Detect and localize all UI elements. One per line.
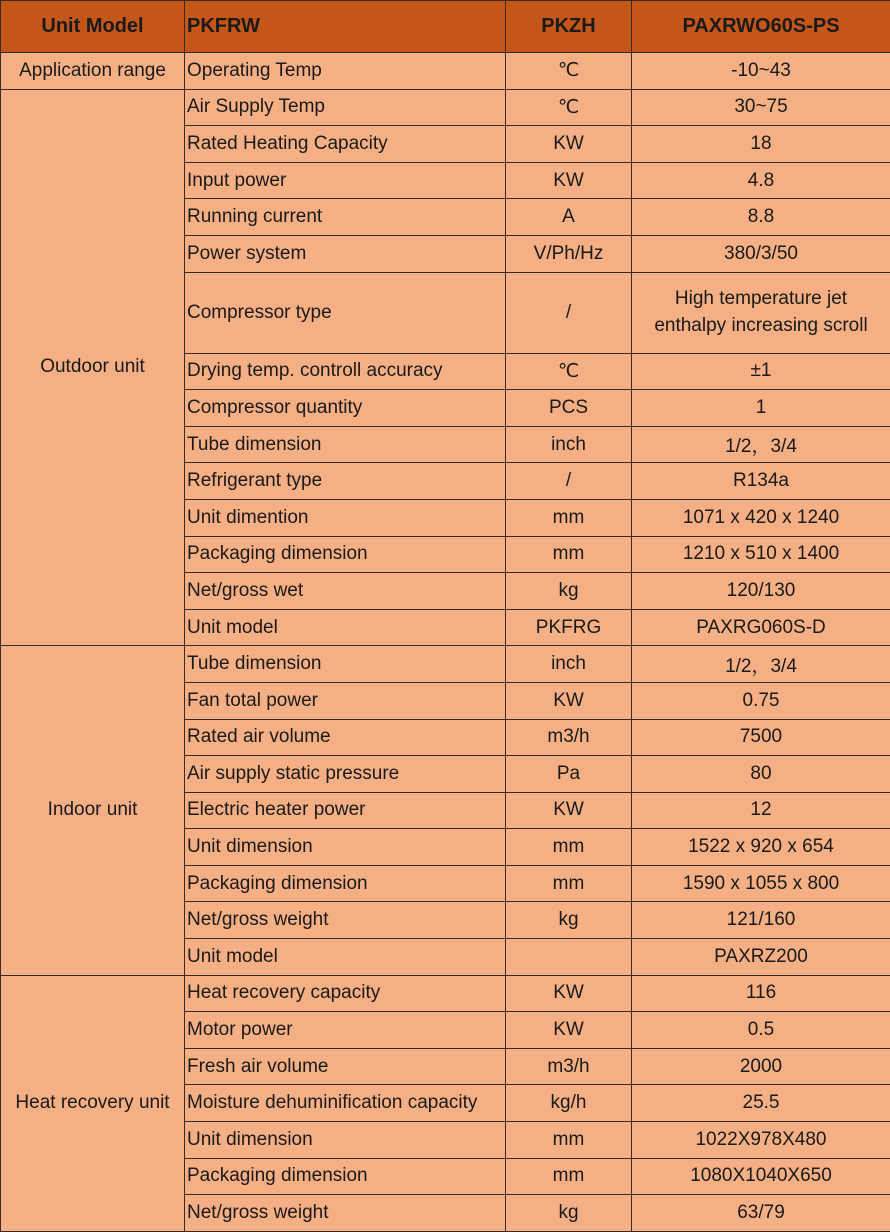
unit-cell: KW [506, 975, 632, 1012]
param-cell: Net/gross weight [185, 1195, 506, 1232]
unit-cell: kg/h [506, 1085, 632, 1122]
param-cell: Moisture dehuminification capacity [185, 1085, 506, 1122]
unit-cell: mm [506, 865, 632, 902]
unit-cell: ℃ [506, 353, 632, 390]
unit-cell: kg [506, 1195, 632, 1232]
param-cell: Unit dimension [185, 829, 506, 866]
unit-cell: mm [506, 536, 632, 573]
param-cell: Tube dimension [185, 426, 506, 463]
value-cell: 1 [632, 390, 890, 427]
header-row [1, 1, 890, 53]
param-cell: Net/gross wet [185, 573, 506, 610]
unit-cell: KW [506, 1012, 632, 1049]
param-cell: Compressor type [185, 272, 506, 353]
param-cell: Air Supply Temp [185, 89, 506, 126]
param-cell: Heat recovery capacity [185, 975, 506, 1012]
value-cell: ±1 [632, 353, 890, 390]
unit-cell: m3/h [506, 1048, 632, 1085]
value-cell: R134a [632, 463, 890, 500]
value-cell: 2000 [632, 1048, 890, 1085]
value-cell: -10~43 [632, 53, 890, 90]
unit-cell: Pa [506, 756, 632, 793]
value-cell: 1522 x 920 x 654 [632, 829, 890, 866]
value-cell: 1080X1040X650 [632, 1158, 890, 1195]
unit-cell: m3/h [506, 719, 632, 756]
param-cell: Electric heater power [185, 792, 506, 829]
header-series: PKZH [506, 1, 632, 53]
unit-cell: KW [506, 162, 632, 199]
unit-cell: KW [506, 126, 632, 163]
param-cell: Packaging dimension [185, 865, 506, 902]
unit-cell: mm [506, 1158, 632, 1195]
param-cell: Tube dimension [185, 646, 506, 683]
param-cell: Input power [185, 162, 506, 199]
param-cell: Fresh air volume [185, 1048, 506, 1085]
value-cell: 1022X978X480 [632, 1122, 890, 1159]
unit-cell: inch [506, 646, 632, 683]
header-model-number: PAXRWO60S-PS [632, 1, 890, 53]
unit-cell: mm [506, 829, 632, 866]
value-cell: 1/2，3/4 [632, 646, 890, 683]
unit-cell [506, 939, 632, 976]
param-cell: Power system [185, 235, 506, 272]
table-body [1, 53, 890, 1232]
value-cell: 30~75 [632, 89, 890, 126]
param-cell: Unit dimention [185, 499, 506, 536]
value-cell: High temperature jet enthalpy increasing scroll [632, 272, 890, 353]
value-cell: PAXRZ200 [632, 939, 890, 976]
table-header [1, 1, 890, 53]
value-cell: 121/160 [632, 902, 890, 939]
header-unit-model: Unit Model [1, 1, 185, 53]
value-cell: 12 [632, 792, 890, 829]
group-label: Application range [1, 53, 185, 90]
param-cell: Running current [185, 199, 506, 236]
value-cell: 0.5 [632, 1012, 890, 1049]
param-cell: Unit dimension [185, 1122, 506, 1159]
param-cell: Rated Heating Capacity [185, 126, 506, 163]
header-model-code: PKFRW [185, 1, 506, 53]
param-cell: Net/gross weight [185, 902, 506, 939]
unit-cell: kg [506, 573, 632, 610]
unit-cell: A [506, 199, 632, 236]
value-cell: 80 [632, 756, 890, 793]
unit-cell: ℃ [506, 89, 632, 126]
value-cell: 1210 x 510 x 1400 [632, 536, 890, 573]
value-cell: 8.8 [632, 199, 890, 236]
value-cell: 18 [632, 126, 890, 163]
value-cell: 0.75 [632, 682, 890, 719]
param-cell: Unit model [185, 609, 506, 646]
unit-cell: inch [506, 426, 632, 463]
unit-cell: / [506, 463, 632, 500]
group-label: Outdoor unit [1, 89, 185, 646]
table-row [1, 975, 890, 1012]
unit-cell: V/Ph/Hz [506, 235, 632, 272]
unit-cell: ℃ [506, 53, 632, 90]
param-cell: Operating Temp [185, 53, 506, 90]
unit-cell: kg [506, 902, 632, 939]
table-row [1, 89, 890, 126]
value-cell: 25.5 [632, 1085, 890, 1122]
param-cell: Packaging dimension [185, 536, 506, 573]
value-cell: 116 [632, 975, 890, 1012]
value-cell: 1071 x 420 x 1240 [632, 499, 890, 536]
group-label: Indoor unit [1, 646, 185, 975]
unit-cell: mm [506, 1122, 632, 1159]
table-row [1, 53, 890, 90]
param-cell: Packaging dimension [185, 1158, 506, 1195]
param-cell: Refrigerant type [185, 463, 506, 500]
param-cell: Motor power [185, 1012, 506, 1049]
value-cell: 1590 x 1055 x 800 [632, 865, 890, 902]
value-cell: 7500 [632, 719, 890, 756]
unit-cell: mm [506, 499, 632, 536]
value-cell: 1/2，3/4 [632, 426, 890, 463]
unit-cell: / [506, 272, 632, 353]
table-row [1, 646, 890, 683]
param-cell: Fan total power [185, 682, 506, 719]
value-cell: 380/3/50 [632, 235, 890, 272]
param-cell: Drying temp. controll accuracy [185, 353, 506, 390]
unit-cell: KW [506, 682, 632, 719]
param-cell: Air supply static pressure [185, 756, 506, 793]
value-cell: 63/79 [632, 1195, 890, 1232]
value-cell: 120/130 [632, 573, 890, 610]
unit-cell: PCS [506, 390, 632, 427]
param-cell: Rated air volume [185, 719, 506, 756]
value-cell: PAXRG060S-D [632, 609, 890, 646]
unit-cell: KW [506, 792, 632, 829]
param-cell: Compressor quantity [185, 390, 506, 427]
param-cell: Unit model [185, 939, 506, 976]
value-cell: 4.8 [632, 162, 890, 199]
unit-cell: PKFRG [506, 609, 632, 646]
group-label: Heat recovery unit [1, 975, 185, 1231]
